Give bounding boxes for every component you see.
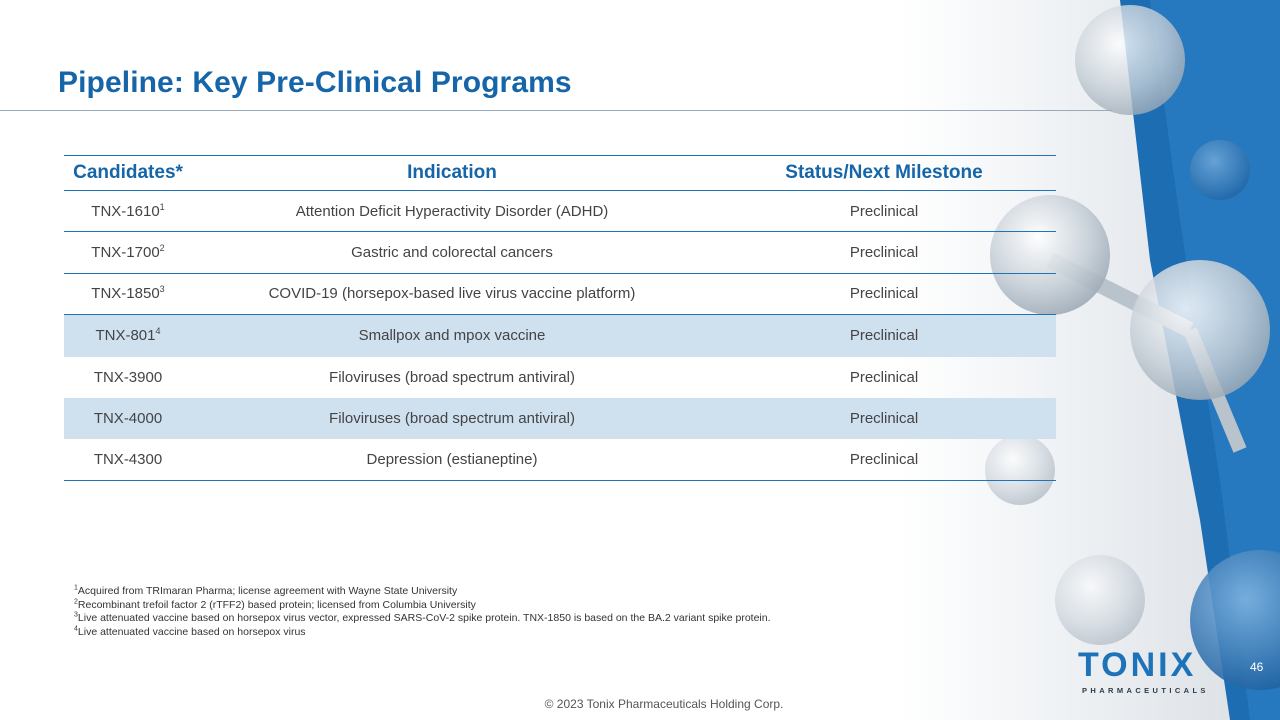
indication-cell: Filoviruses (broad spectrum antiviral)	[329, 410, 575, 428]
candidate-cell: TNX-4000	[93, 410, 163, 428]
logo-subtitle: PHARMACEUTICALS	[1082, 686, 1209, 695]
footnote: $^4$Live attenuated vaccine based on horsepox virus	[74, 625, 306, 638]
title-divider	[0, 110, 1112, 111]
table-row	[64, 274, 1056, 315]
copyright-text: © 2023 Tonix Pharmaceuticals Holding Corp.	[544, 697, 784, 711]
indication-cell: Gastric and colorectal cancers	[351, 244, 553, 262]
table-header	[64, 155, 1056, 191]
footnotes	[74, 585, 771, 639]
pipeline-table	[64, 155, 1056, 481]
status-cell: Preclinical	[849, 368, 919, 386]
candidate-cell: TNX-1610$^1$	[91, 201, 165, 220]
indication-cell: Attention Deficit Hyperactivity Disorder (ADHD)	[295, 202, 609, 220]
table-row	[64, 398, 1056, 439]
candidate-cell: TNX-3900	[93, 368, 163, 386]
table-row	[64, 191, 1056, 232]
header-indication: Indication	[407, 162, 497, 183]
footnote: $^3$Live attenuated vaccine based on horsepox virus vector, expressed SARS-CoV-2 spike protein. TNX-1850 is based on the BA.2 variant spike protein.	[74, 611, 771, 624]
candidate-cell: TNX-4300	[93, 451, 163, 469]
slide-title: Pipeline: Key Pre-Clinical Programs	[58, 66, 572, 99]
status-cell: Preclinical	[849, 451, 919, 469]
indication-cell: Depression (estianeptine)	[366, 451, 538, 469]
table-row	[64, 357, 1056, 398]
logo-wordmark: TONIX	[1078, 646, 1197, 684]
candidate-cell: TNX-1700$^2$	[91, 243, 165, 262]
footnote: $^1$Acquired from TRImaran Pharma; license agreement with Wayne State University	[74, 584, 458, 597]
status-cell: Preclinical	[849, 244, 919, 262]
header-status: Status/Next Milestone	[785, 162, 983, 183]
status-cell: Preclinical	[849, 202, 919, 220]
indication-cell: Smallpox and mpox vaccine	[358, 327, 546, 345]
candidate-cell: TNX-$801^4$	[95, 326, 161, 345]
status-cell: Preclinical	[849, 285, 919, 303]
status-cell: Preclinical	[849, 410, 919, 428]
status-cell: Preclinical	[849, 327, 919, 345]
table-row	[64, 232, 1056, 273]
footnote: $^2$Recombinant trefoil factor 2 (rTFF2) based protein; licensed from Columbia University	[74, 598, 476, 611]
table-row	[64, 439, 1056, 480]
indication-cell: Filoviruses (broad spectrum antiviral)	[329, 368, 575, 386]
tonix-logo	[1078, 648, 1208, 698]
page-number: 46	[1250, 660, 1264, 674]
header-candidates: Candidates*	[73, 162, 183, 183]
indication-cell: COVID-19 (horsepox-based live virus vaccine platform)	[268, 285, 636, 303]
candidate-cell: TNX-1850$^3$	[91, 284, 165, 303]
table-row	[64, 315, 1056, 356]
